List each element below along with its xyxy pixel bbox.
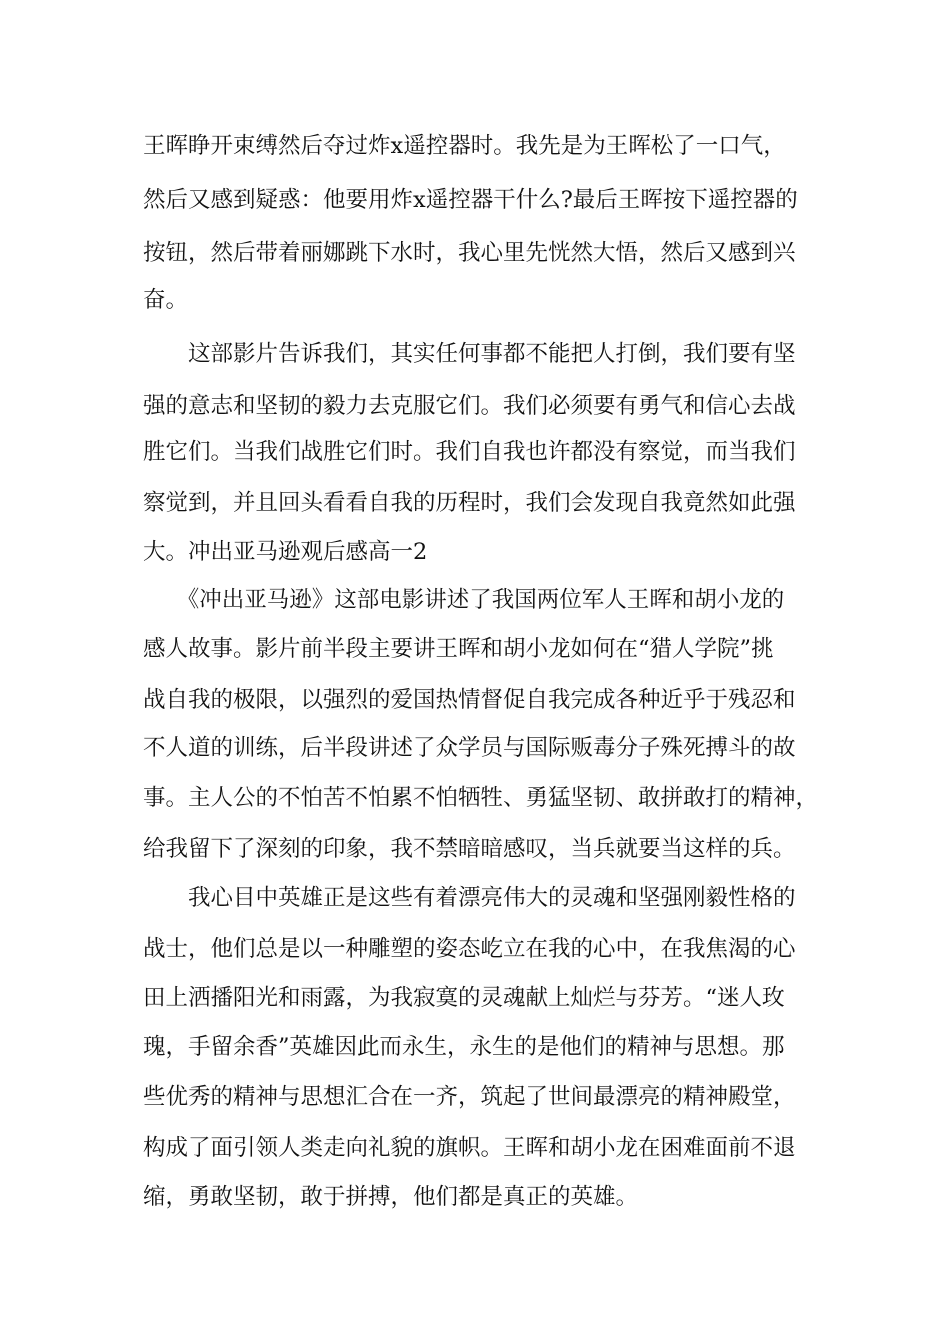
- text-line: 田上洒播阳光和雨露，为我寂寞的灵魂献上灿烂与芬芳。“迷人玫: [143, 985, 785, 1011]
- text-line: 构成了面引领人类走向礼貌的旗帜。王晖和胡小龙在困难面前不退: [143, 1135, 796, 1161]
- text-line: 战士，他们总是以一种雕塑的姿态屹立在我的心中，在我焦渴的心: [143, 936, 796, 962]
- text-line: 些优秀的精神与思想汇合在一齐，筑起了世间最漂亮的精神殿堂，: [143, 1084, 796, 1110]
- text-line: 按钮，然后带着丽娜跳下水时，我心里先恍然大悟，然后又感到兴: [143, 240, 796, 266]
- text-line: 不人道的训练，后半段讲述了众学员与国际贩毒分子殊死搏斗的故: [143, 735, 796, 761]
- text-line: 大。冲出亚马逊观后感高一2: [143, 539, 428, 565]
- text-line: 给我留下了深刻的印象，我不禁暗暗感叹，当兵就要当这样的兵。: [143, 836, 796, 862]
- text-line: 《冲出亚马逊》这部电影讲述了我国两位军人王晖和胡小龙的: [143, 587, 785, 613]
- text-line: 察觉到，并且回头看看自我的历程时，我们会发现自我竟然如此强: [143, 490, 796, 516]
- text-line: 我心目中英雄正是这些有着漂亮伟大的灵魂和坚强刚毅性格的: [143, 885, 796, 911]
- text-line: 强的意志和坚韧的毅力去克服它们。我们必须要有勇气和信心去战: [143, 393, 796, 419]
- text-line: 王晖睁开束缚然后夺过炸x遥控器时。我先是为王晖松了一口气，: [143, 133, 786, 159]
- text-line: 事。主人公的不怕苦不怕累不怕牺牲、勇猛坚韧、敢拼敢打的精神，: [143, 785, 819, 811]
- text-line: 然后又感到疑惑：他要用炸x遥控器干什么?最后王晖按下遥控器的: [143, 187, 798, 213]
- text-line: 缩，勇敢坚韧，敢于拼搏，他们都是真正的英雄。: [143, 1184, 639, 1210]
- text-line: 胜它们。当我们战胜它们时。我们自我也许都没有察觉，而当我们: [143, 439, 796, 465]
- text-line: 感人故事。影片前半段主要讲王晖和胡小龙如何在“猎人学院”挑: [143, 636, 774, 662]
- text-line: 这部影片告诉我们，其实任何事都不能把人打倒，我们要有坚: [143, 341, 796, 367]
- text-line: 瑰，手留余香”英雄因此而永生，永生的是他们的精神与思想。那: [143, 1034, 785, 1060]
- text-line: 战自我的极限，以强烈的爱国热情督促自我完成各种近乎于残忍和: [143, 687, 796, 713]
- text-line: 奋。: [143, 287, 189, 313]
